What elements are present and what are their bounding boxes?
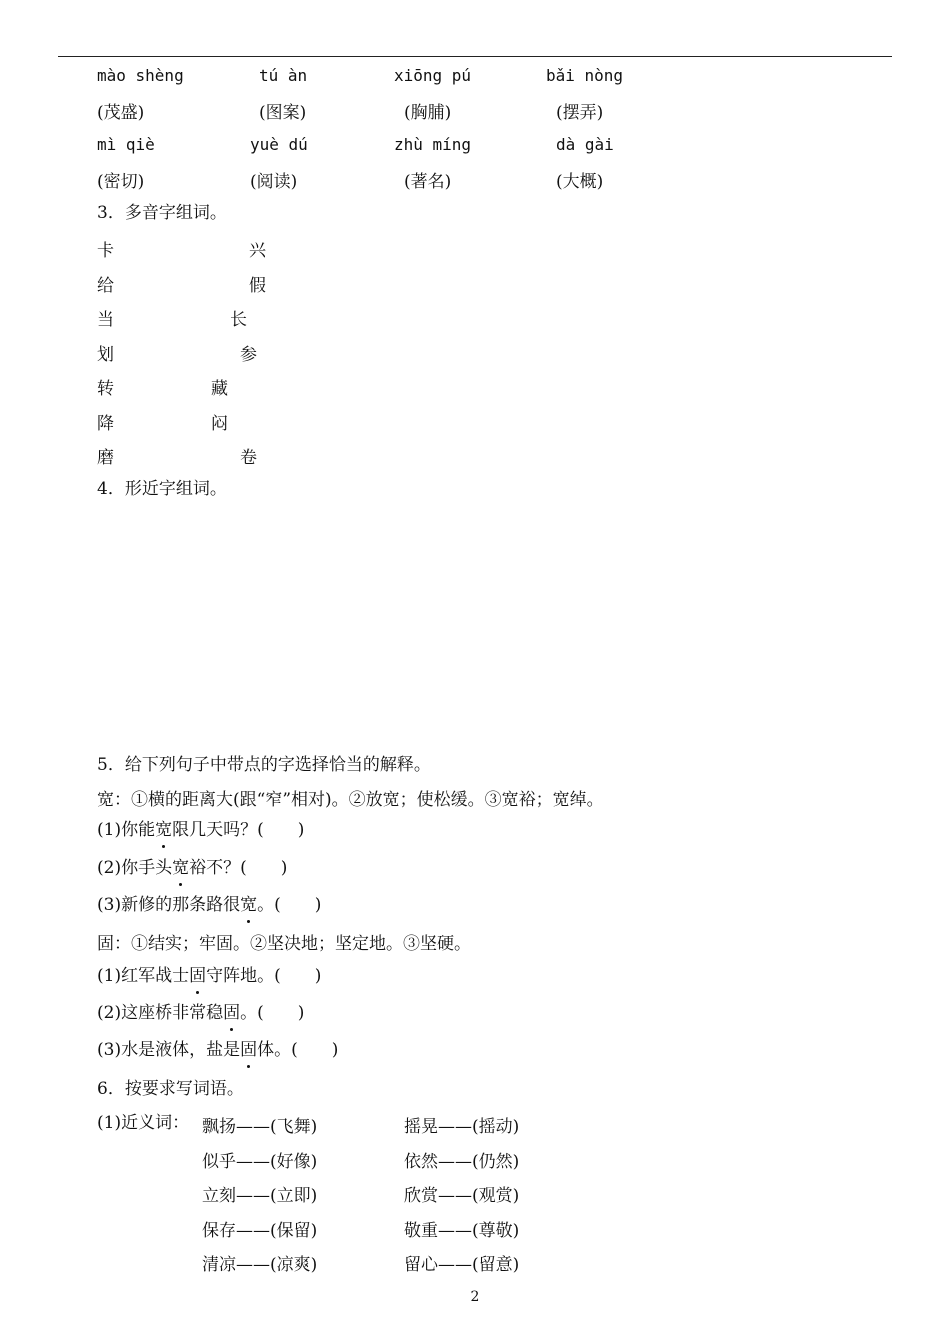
synonym-pair: 依然——(仍然) — [404, 1152, 520, 1172]
definition-gu: 固：①结实；牢固。②坚决地；坚定地。③坚硬。 — [97, 934, 471, 954]
item-text: (3)新修的那条路很 — [97, 895, 241, 915]
gu-item-2 — [97, 1002, 304, 1024]
question-4-title: 4．形近字组词。 — [97, 479, 227, 499]
page-number: 2 — [470, 1289, 480, 1305]
word: (阅读) — [250, 172, 298, 192]
pinyin: bǎi nòng — [546, 66, 624, 85]
word: (密切) — [97, 172, 145, 192]
question-6-title: 6．按要求写词语。 — [97, 1079, 244, 1099]
word: (摆弄) — [556, 103, 604, 123]
item-text: 裕不？( ) — [189, 858, 288, 878]
synonym-pair: 飘扬——(飞舞) — [202, 1117, 318, 1137]
dotted-char: 固 — [189, 966, 207, 986]
word: (图案) — [259, 103, 307, 123]
polyphone-char: 降 — [97, 414, 114, 434]
pinyin: yuè dú — [250, 135, 308, 154]
gu-item-1 — [97, 965, 321, 987]
definition-kuan: 宽：①横的距离大(跟“窄”相对)。②放宽；使松缓。③宽裕；宽绰。 — [97, 790, 604, 810]
polyphone-char: 卡 — [97, 241, 114, 261]
synonym-pair: 敬重——(尊敬) — [404, 1221, 520, 1241]
polyphone-char: 转 — [97, 379, 114, 399]
synonym-pair: 保存——(保留) — [202, 1221, 318, 1241]
item-text: (1)你能 — [97, 820, 156, 840]
synonym-label: (1)近义词： — [97, 1113, 190, 1133]
synonym-pair: 摇晃——(摇动) — [404, 1117, 520, 1137]
gu-item-3 — [97, 1039, 338, 1061]
synonym-pair: 留心——(留意) — [404, 1255, 520, 1275]
item-text: (1)红军战士 — [97, 966, 190, 986]
polyphone-char: 给 — [97, 276, 114, 296]
question-5-title: 5．给下列句子中带点的字选择恰当的解释。 — [97, 755, 431, 775]
item-text: 限几天吗？( ) — [172, 820, 305, 840]
question-3-title: 3．多音字组词。 — [97, 203, 227, 223]
kuan-item-2 — [97, 857, 287, 879]
dotted-char: 固 — [223, 1003, 241, 1023]
item-text: (3)水是液体，盐是 — [97, 1040, 241, 1060]
word: (茂盛) — [97, 103, 145, 123]
polyphone-char: 闷 — [211, 414, 228, 434]
pinyin: dà gài — [556, 135, 614, 154]
header-rule — [58, 56, 892, 57]
polyphone-char: 当 — [97, 310, 114, 330]
dotted-char: 宽 — [155, 820, 173, 840]
synonym-pair: 似乎——(好像) — [202, 1152, 318, 1172]
polyphone-char: 兴 — [249, 241, 266, 261]
item-text: 守阵地。( ) — [206, 966, 322, 986]
dotted-char: 宽 — [240, 895, 258, 915]
item-text: 。( ) — [257, 895, 322, 915]
word: (著名) — [404, 172, 452, 192]
polyphone-char: 卷 — [240, 448, 257, 468]
synonym-pair: 立刻——(立即) — [202, 1186, 318, 1206]
pinyin: mào shèng — [97, 66, 184, 85]
word: (大概) — [556, 172, 604, 192]
item-text: (2)这座桥非常稳 — [97, 1003, 224, 1023]
polyphone-char: 参 — [240, 345, 257, 365]
polyphone-char: 藏 — [211, 379, 228, 399]
item-text: 。( ) — [240, 1003, 305, 1023]
pinyin: tú àn — [259, 66, 308, 85]
polyphone-char: 假 — [249, 276, 266, 296]
pinyin: mì qiè — [97, 135, 155, 154]
pinyin: zhù míng — [394, 135, 472, 154]
synonym-pair: 清凉——(凉爽) — [202, 1255, 318, 1275]
kuan-item-1 — [97, 819, 304, 841]
pinyin: xiōng pú — [394, 66, 472, 85]
kuan-item-3 — [97, 894, 321, 916]
polyphone-char: 磨 — [97, 448, 114, 468]
synonym-pair: 欣赏——(观赏) — [404, 1186, 520, 1206]
dotted-char: 固 — [240, 1040, 258, 1060]
word: (胸脯) — [404, 103, 452, 123]
item-text: 体。( ) — [257, 1040, 339, 1060]
dotted-char: 宽 — [172, 858, 190, 878]
polyphone-char: 长 — [230, 310, 247, 330]
polyphone-char: 划 — [97, 345, 114, 365]
item-text: (2)你手头 — [97, 858, 173, 878]
